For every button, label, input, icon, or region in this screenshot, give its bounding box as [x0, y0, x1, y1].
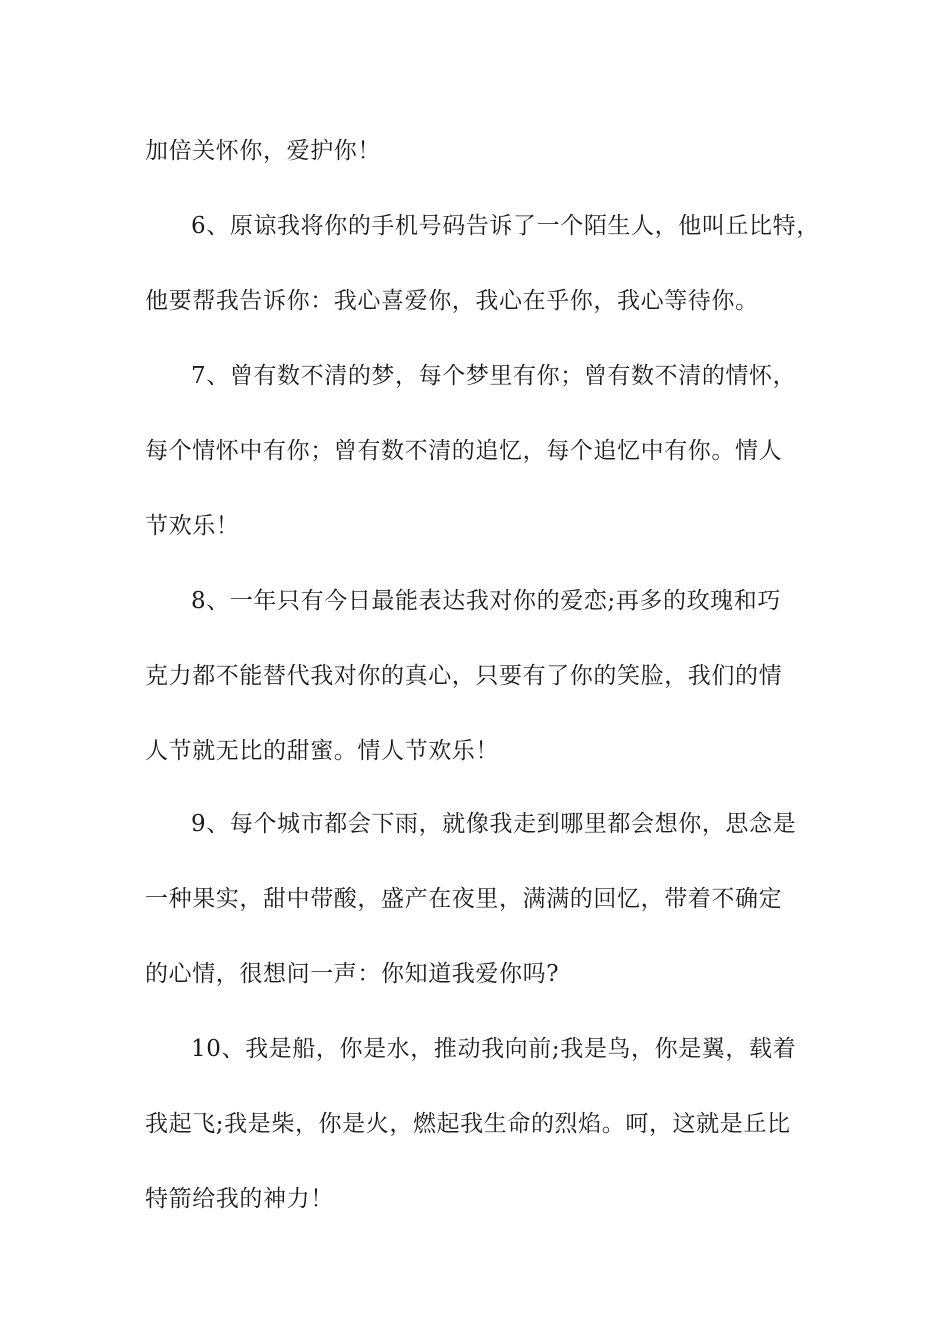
text-line: 特箭给我的神力！	[145, 1186, 334, 1212]
text-line: 加倍关怀你，爱护你！	[145, 138, 381, 164]
text-line: 人节就无比的甜蜜。情人节欢乐！	[145, 738, 499, 764]
paragraph-9-start: 9、每个城市都会下雨，就像我走到哪里都会想你，思念是	[191, 811, 797, 837]
text-line: 的心情，很想问一声：你知道我爱你吗?	[145, 961, 560, 987]
text-line: 克力都不能替代我对你的真心，只要有了你的笑脸，我们的情	[145, 663, 783, 689]
text-line: 他要帮我告诉你：我心喜爱你，我心在乎你，我心等待你。	[145, 288, 759, 314]
paragraph-10-start: 10、我是船，你是水，推动我向前;我是鸟，你是翼，载着	[191, 1036, 797, 1062]
text-line: 一种果实，甜中带酸，盛产在夜里，满满的回忆，带着不确定	[145, 886, 783, 912]
paragraph-7-start: 7、曾有数不清的梦，每个梦里有你；曾有数不清的情怀，	[191, 363, 797, 389]
text-line: 每个情怀中有你；曾有数不清的追忆，每个追忆中有你。情人	[145, 438, 783, 464]
paragraph-8-start: 8、一年只有今日最能表达我对你的爱恋;再多的玫瑰和巧	[191, 588, 781, 614]
text-line: 我起飞;我是柴，你是火，燃起我生命的烈焰。呵，这就是丘比	[145, 1111, 791, 1137]
paragraph-6-start: 6、原谅我将你的手机号码告诉了一个陌生人，他叫丘比特，	[191, 213, 820, 239]
text-line: 节欢乐！	[145, 513, 240, 539]
